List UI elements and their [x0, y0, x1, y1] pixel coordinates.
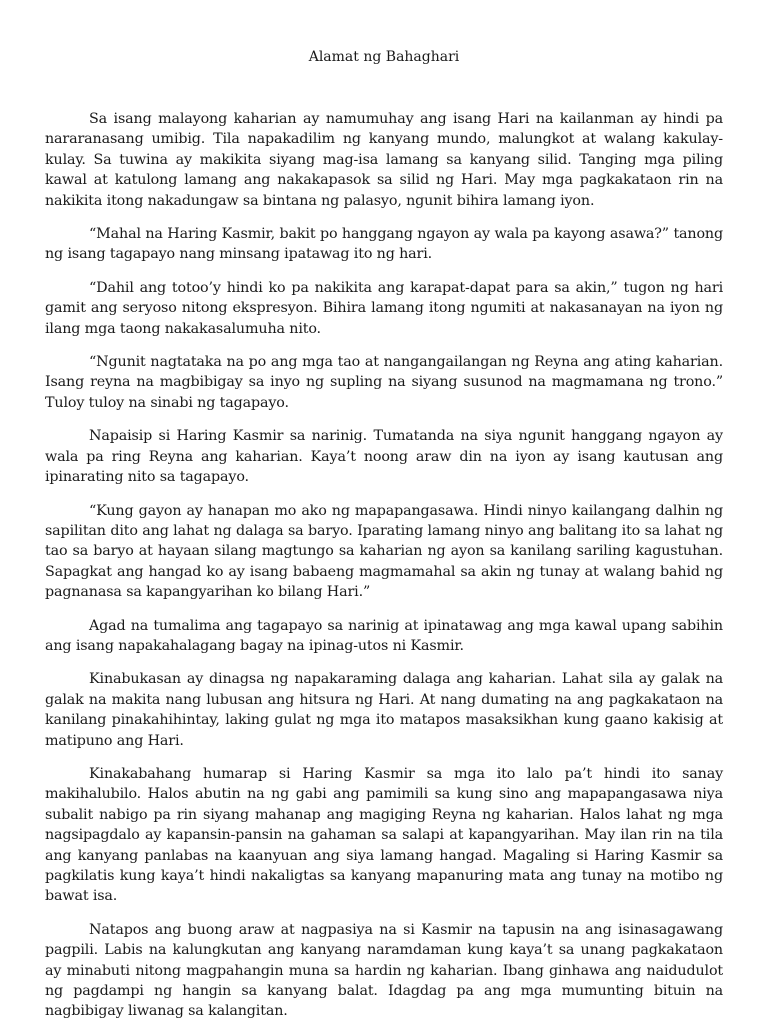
paragraph-5: Napaisip si Haring Kasmir sa narinig. Tumatanda na siya ngunit hanggang ngayon ay wala pa ring Reyna ang kaharian. Kaya’t noong araw din na iyon ay isang kautusan ang ipinarating nito sa tagapayo. — [45, 428, 723, 486]
paragraph-8: Kinabukasan ay dinagsa ng napakaraming dalaga ang kaharian. Lahat sila ay galak na galak na makita nang lubusan ang hitsura ng Hari. At nang dumating na ang pagkakataon na kanilang pinakahihintay, laking gulat ng mga ito matapos masaksikhan kung gaano kakisig at matipuno ang Hari. — [45, 671, 723, 749]
paragraph-4: “Ngunit nagtataka na po ang mga tao at nangangailangan ng Reyna ang ating kaharian. Isang reyna na magbibigay sa inyo ng supling na siyang susunod na magmamana ng trono.” Tuloy tuloy na sinabi ng tagapayo. — [45, 354, 723, 411]
paragraph-10: Natapos ang buong araw at nagpasiya na si Kasmir na tapusin na ang isinasagawang pagpili. Labis na kalungkutan ang kanyang naramdaman kung kaya’t sa unang pagkakataon ay minabuti nitong magpahangin muna sa hardin ng kaharian. Ibang ginhawa ang naidudulot ng pagdampi ng hangin sa kanyang balat. Idagdag pa ang mga mumunting bituin na nagbibigay liwanag sa kalangitan. — [45, 921, 723, 1020]
paragraph-6: “Kung gayon ay hanapan mo ako ng mapapangasawa. Hindi ninyo kailangang dalhin ng sapilitan dito ang lahat ng dalaga sa baryo. Iparating lamang ninyo ang balitang ito sa lahat ng tao sa baryo at hayaan silang magtungo sa kaharian ng ayon sa kanilang sariling kagustuhan. Sapagkat ang hangad ko ay isang babaeng magmamahal sa akin ng tunay at walang bahid ng pagnanasa sa kapangyarihan ko bilang Hari.” — [45, 502, 723, 601]
paragraph-9: Kinakabahang humarap si Haring Kasmir sa mga ito lalo pa’t hindi ito sanay makihalubilo. Halos abutin na ng gabi ang pamimili sa kung sino ang mapapangasawa niya subalit nabigo pa rin siyang mahanap ang magiging Reyna ng kaharian. Halos lahat ng mga nagsipagdalo ay kapansin-pansin na gahaman sa salapi at kapangyarihan. May ilan rin na tila ang kanyang panlabas na kaanyuan ang siya lamang hangad. Magaling si Haring Kasmir sa pagkilatis kung kaya’t hindi nakaligtas sa kanyang mapanuring mata ang tunay na motibo ng bawat isa. — [45, 765, 723, 905]
paragraph-3: “Dahil ang totoo’y hindi ko pa nakikita ang karapat-dapat para sa akin,” tugon ng hari gamit ang seryoso nitong ekspresyon. Bihira lamang itong ngumiti at nakasanayan na iyon ng ilang mga taong nakakasalumuha nito. — [45, 279, 723, 337]
paragraph-2: “Mahal na Haring Kasmir, bakit po hanggang ngayon ay wala pa kayong asawa?” tanong ng isang tagapayo nang minsang ipatawag ito ng hari. — [45, 226, 723, 263]
paragraph-7: Agad na tumalima ang tagapayo sa narinig at ipinatawag ang mga kawal upang sabihin ang isang napakahalagang bagay na ipinag-utos ni Kasmir. — [45, 617, 723, 654]
paragraph-1: Sa isang malayong kaharian ay namumuhay ang isang Hari na kailanman ay hindi pa nararanasang umibig. Tila napakadilim ng kanyang mundo, malungkot at walang kakulay-kulay. Sa tuwina ay makikita siyang mag-isa lamang sa kanyang silid. Tanging mga piling kawal at katulong lamang ang nakakapasok sa silid ng Hari. May mga pagkakataon rin na nakikita itong nakadungaw sa bintana ng palasyo, ngunit bihira lamang iyon. — [45, 111, 723, 209]
document-title: Alamat ng Bahaghari — [308, 49, 460, 65]
document-body — [45, 109, 723, 1035]
